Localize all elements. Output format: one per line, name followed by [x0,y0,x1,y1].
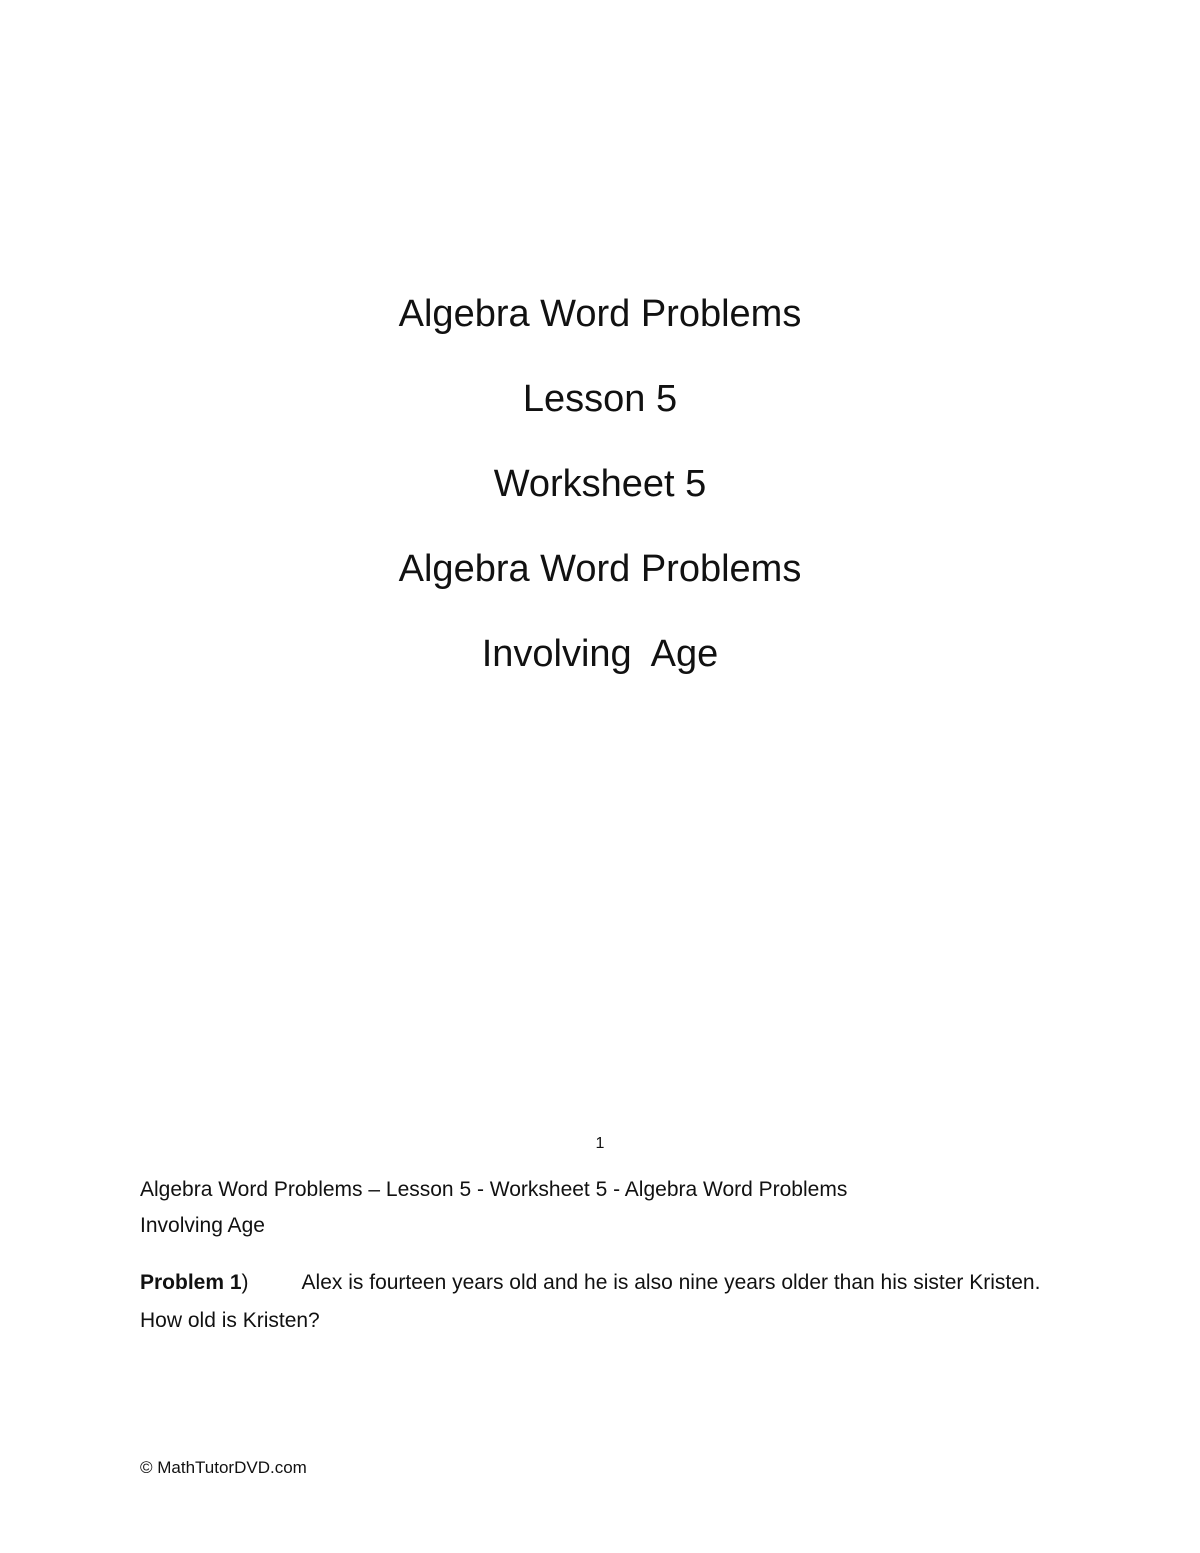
page-header-line-2: Involving Age [140,1214,265,1237]
page-header [140,1172,1040,1244]
title-line-1: Algebra Word Problems [398,293,802,335]
title-line-4: Algebra Word Problems [398,548,802,590]
problem-1-paren: ) [241,1271,249,1294]
page-header-line-1: Algebra Word Problems – Lesson 5 - Worksheet 5 - Algebra Word Problems [140,1178,848,1201]
problem-1-text: Alex is fourteen years old and he is also nine years older than his sister Kristen. How old is Kristen? [140,1271,1041,1332]
title-line-5: Involving Age [481,633,719,675]
title-line-2: Lesson 5 [522,378,678,420]
problem-1 [140,1264,1060,1340]
title-line-3: Worksheet 5 [493,463,707,505]
title-block [0,292,1200,717]
problem-1-label: Problem 1 [140,1271,242,1294]
page-number: 1 [595,1135,605,1152]
footer-copyright: © MathTutorDVD.com [140,1458,307,1477]
